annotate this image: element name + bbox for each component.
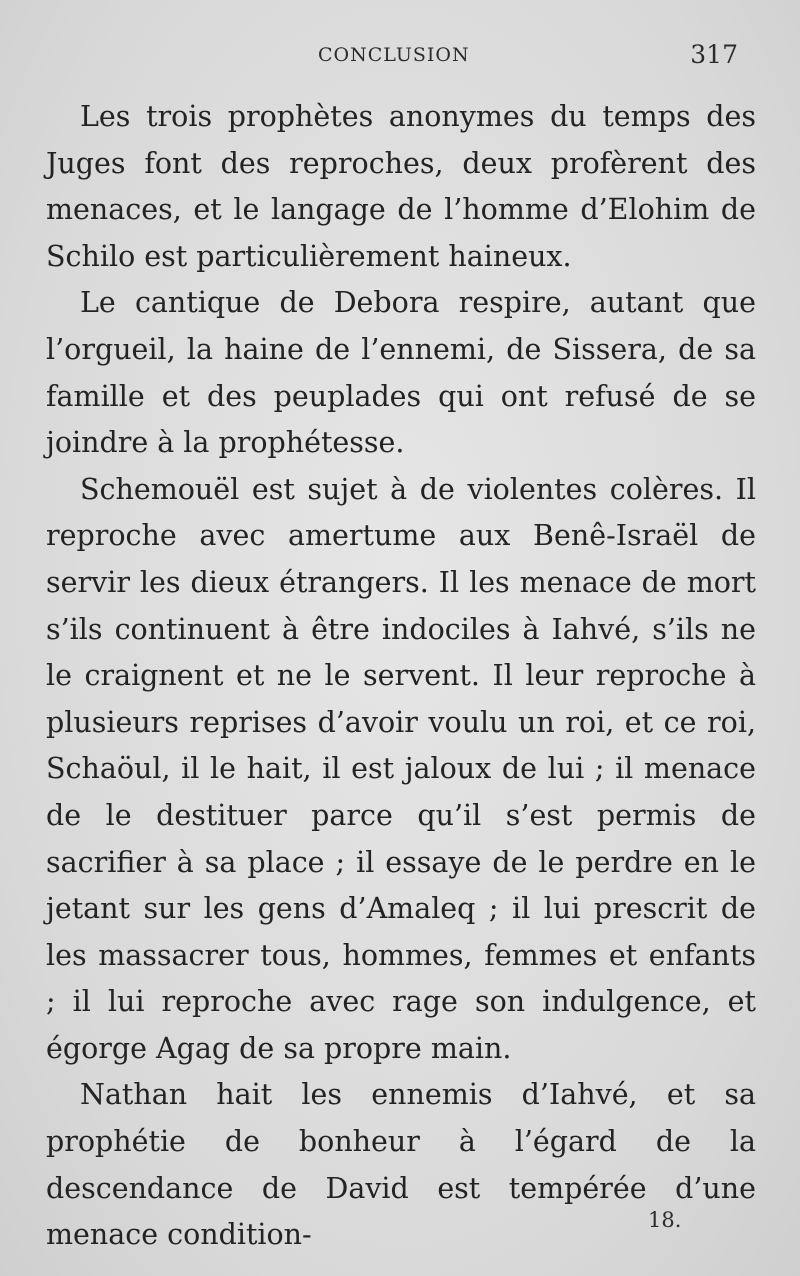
paragraph-nathan: Nathan hait les ennemis d’Iahvé, et sa prophétie de bonheur à l’égard de la descendance de David est tempérée d’une menace condition-	[46, 1078, 756, 1252]
paragraph-schemouel: Schemouël est sujet à de violentes colères. Il reproche avec amertume aux Benê-Israël de servir les dieux étrangers. Il les menace de mort s’ils continuent à être indociles à Iahvé, s’ils ne le craignent et ne le servent. Il leur reproche à plusieurs reprises d’avoir voulu un roi, et ce roi, Schaöul, il le hait, il est jaloux de lui ; il menace de le destituer parce qu’il s’est permis de sacrifier à sa place ; il essaye de le perdre en le jetant sur les gens d’Amaleq ; il lui prescrit de les massacrer tous, hommes, femmes et enfants ; il lui reproche avec rage son indulgence, et égorge Agag de sa propre main.	[46, 472, 756, 1065]
paragraph-debora: Le cantique de Debora respire, autant que l’orgueil, la haine de l’ennemi, de Sissera, de sa famille et des peuplades qui ont refusé de se joindre à la prophétesse.	[46, 286, 756, 460]
body-text	[46, 94, 756, 1259]
paragraph-judges-prophets: Les trois prophètes anonymes du temps des Juges font des reproches, deux profèrent des menaces, et le langage de l’homme d’Elohim de Schilo est particulièrement haineux.	[46, 100, 756, 273]
page-number: 317	[690, 40, 738, 69]
running-head: CONCLUSION	[318, 44, 470, 66]
signature-mark: 18.	[648, 1208, 682, 1232]
